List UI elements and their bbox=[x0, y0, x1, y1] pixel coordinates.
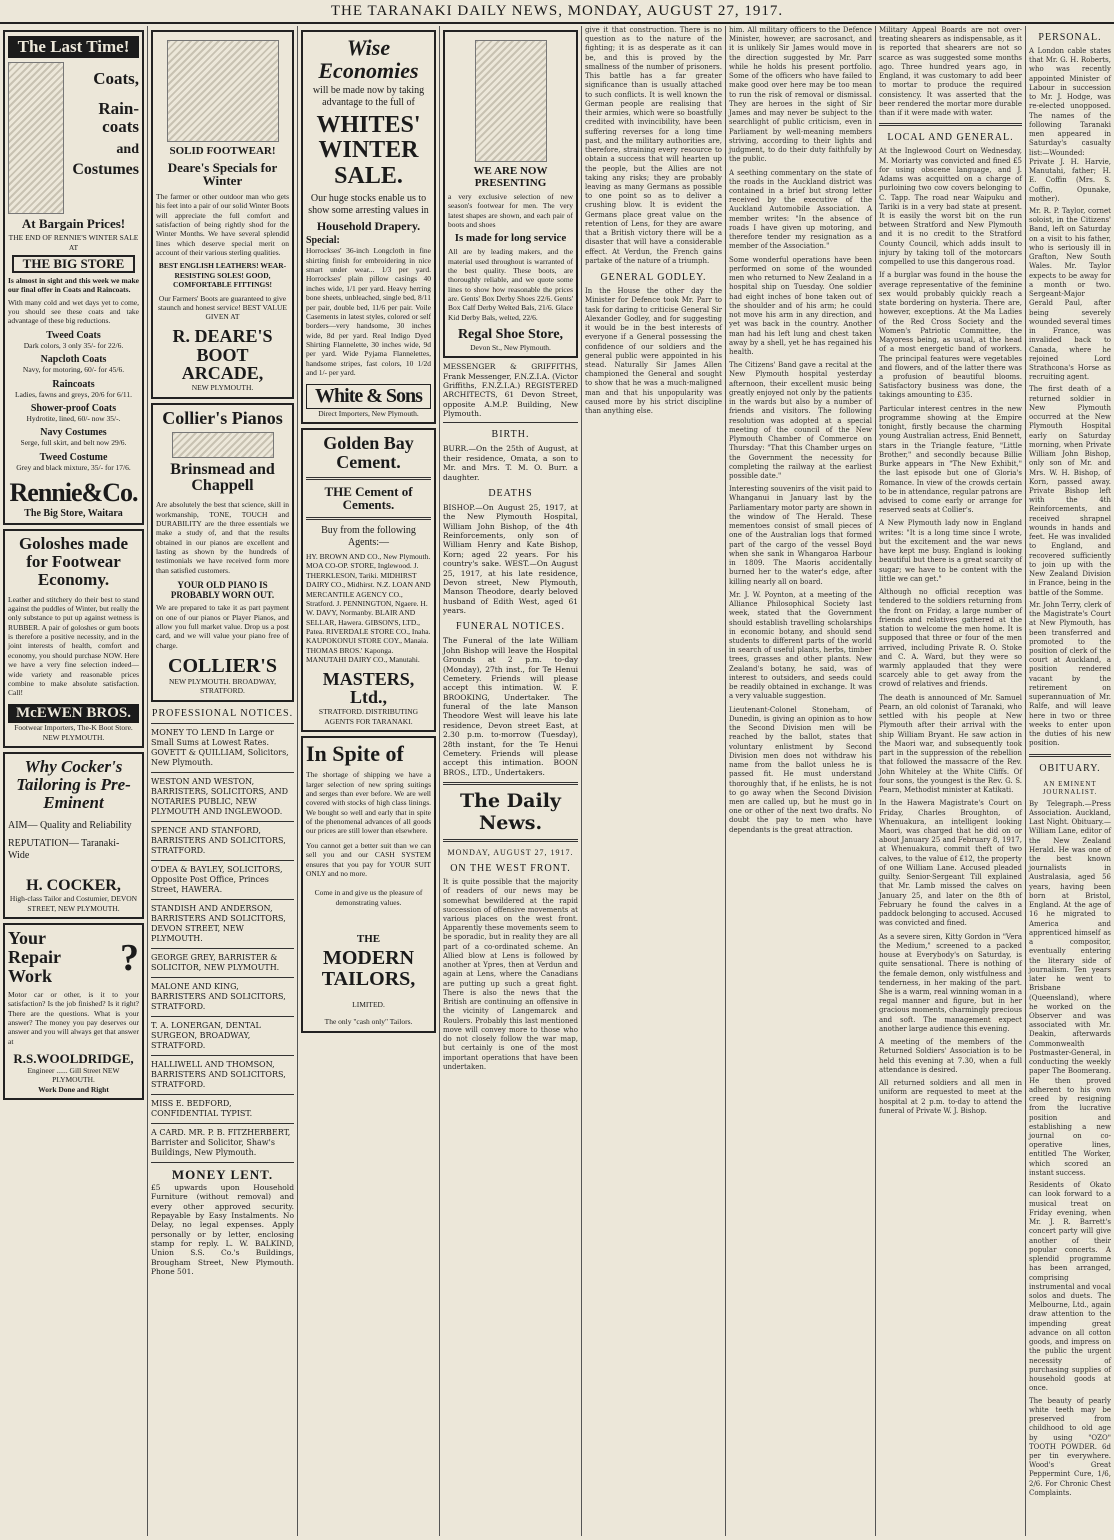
rennie-item: Shower-proof Coats Hydrotite, lined, 60/- now 35/-. bbox=[26, 402, 121, 423]
professional-card: A CARD. MR. P. B. FITZHERBERT, Barrister and Solicitor, Shaw's Buildings, New Plymouth. bbox=[151, 1127, 291, 1157]
cocker-advert bbox=[3, 752, 144, 919]
regal-advert bbox=[443, 30, 578, 358]
whites-advert bbox=[301, 30, 436, 424]
personal-item: Mr. John Terry, clerk of the Magistrate's Court at New Plymouth, has been transferred and promoted to the position of clerk of the court at Auckland, a position rendered vacant by the retirement on superannuation of Mr. Ralfe, and will leave here in two or three weeks to enter upon the duties of his new position. bbox=[1029, 600, 1111, 748]
regal-text2: All are by leading makers, and the material used throughout is warranted of the best quality. These boots, are thoroughly reliable, and we quote some lines to show how reasonable the prices are. Gents' Box Derby Shoes 22/6. Gents' Box Calf Derby Welted Bals, 21/6. Glace Kid Derby Bals, welted, 22/6. bbox=[448, 247, 573, 322]
professional-card: GEORGE GREY, BARRISTER & SOLICITOR, NEW PLYMOUTH. bbox=[151, 952, 280, 972]
cocker-name: H. COCKER, bbox=[26, 876, 121, 894]
rennie-bargain: At Bargain Prices! bbox=[21, 215, 126, 231]
rennie-coats: Coats, bbox=[93, 68, 139, 88]
cocker-aim: AIM— Quality and Reliability bbox=[8, 819, 132, 831]
professional-card: STANDISH AND ANDERSON, BARRISTERS AND SOLICITORS, DEVON STREET, NEW PLYMOUTH. bbox=[151, 903, 286, 943]
rennie-costumes: Costumes bbox=[72, 161, 139, 179]
local-item: As a severe siren, Kitty Gordon in "Vera the Medium," screened to a packed house at Everybody's on Saturday, is quite sensational. There is nothing of the female demon, only wistfulness and tenderness, in her making of the part. She is a warm, real winning woman in a regal manner and figure, but in her gracious moments, charmingly precious and soft. The management expect another large audience this evening. bbox=[879, 932, 1022, 1033]
collier-brands: Brinsmead and Chappell bbox=[170, 460, 275, 495]
whites-sub: will be made now by taking advantage to the full of bbox=[312, 85, 425, 109]
column-7 bbox=[876, 26, 1026, 1536]
local-general-heading: LOCAL AND GENERAL. bbox=[887, 132, 1014, 144]
mcewen-name: McEWEN BROS. bbox=[8, 704, 139, 724]
deaths-notice: BISHOP.—On August 25, 1917, at the New Plymouth Hospital, William John Bishop, of the 4th Reinforcements, only son of William Henry and Kate Bishop, Korn; aged 22 years. For his country's sake. WEST.—On August 25, 1917, at his late residence, Devon street, New Plymouth, Manson Theodore, dearly beloved husband of Edith West, aged 61 years. bbox=[443, 502, 578, 616]
regal-text: a very exclusive selection of new season's footwear for men. The very latest shapes are shown, and each pair of boots and shoes bbox=[448, 192, 573, 230]
birth-heading: BIRTH. bbox=[491, 429, 530, 441]
spite-title: In Spite of bbox=[306, 741, 404, 767]
messenger-card: MESSENGER & GRIFFITHS, Frank Messenger, F.N.Z.I.A. (Victor Griffiths, F.N.Z.I.A.) REGISTERED ARCHITECTS, 61 Devon Street, opposite A.M.P. Building, New Plymouth. bbox=[443, 362, 578, 419]
modern-tailors-name: MODERN TAILORS, bbox=[321, 947, 416, 991]
col6-item: Interesting souvenirs of the visit paid to Whanganui in January last by the Parliamentary motor party are shown in the window of The Herald. These mementoes consist of small pieces of one of the Australian logs that formed part of the cargo of the vessel Boyd when she sank in Whangaroa Harbour in 1809. The Maoris accidentally burned her to the water's edge, after killing nearly all on board. bbox=[729, 485, 872, 586]
west-front-text: It is quite possible that the majority of readers of our news may be somewhat bewildered at the rapid succession of offensive movements at various places on the west front. Apparently these movements seem to be sporadic, but in reality they are all part of a co-ordinated scheme. An Allied blow at Lens is followed by another at Ypres, then at Verdun and again at Lens, where the Canadians are putting up such a great fight. There is also the news that the British are continuing an offensive in the vicinity of Langemarck and Roulers. Probably this last mentioned move will convey more to those who do not closely follow the war map, but certainly is one of the most important operations that have been undertaken. bbox=[443, 878, 578, 1071]
local-item: A meeting of the members of the Returned Soldiers' Association is to be held this evening at 7.30, when a full attendance is desired. bbox=[879, 1038, 1022, 1074]
golden-sub: THE Cement of Cements. bbox=[324, 483, 413, 513]
rennie-raincoats: Rain-coats bbox=[98, 98, 139, 136]
masters-loc: STRATFORD. DISTRIBUTING AGENTS FOR TARANAKI. bbox=[318, 707, 419, 726]
rennie-intro2: With many cold and wet days yet to come, you should see these coats and take advantage of these big reductions. bbox=[8, 297, 139, 326]
spite-text2: You cannot get a better suit than we can sell you and our CASH SYSTEM ensures that you pay for YOUR SUIT ONLY and no more. bbox=[306, 840, 431, 878]
col6-item: The Citizens' Band gave a recital at the New Plymouth hospital yesterday afternoon, their excellent music being greatly enjoyed not only by the patients in the wards but also by a number of friends and visitors. The following resolution was adopted at a special meeting of the council of the New Plymouth Chamber of Commerce on Thursday: "That this Chamber urges on the Government the necessity for completing the railway at the earliest possible date." bbox=[729, 361, 872, 481]
rennie-advert bbox=[3, 30, 144, 525]
spite-the: THE bbox=[356, 933, 381, 946]
rennie-item: Napcloth Coats Navy, for motoring, 60/- for 45/6. bbox=[22, 354, 125, 375]
whites-big: WHITES' WINTER SALE. bbox=[316, 112, 421, 189]
regal-long-service: Is made for long service bbox=[454, 231, 567, 244]
deare-name: R. DEARE'S BOOT ARCADE, bbox=[172, 325, 273, 384]
column-4 bbox=[440, 26, 582, 1536]
mcewen-headline: Goloshes made for Footwear Economy. bbox=[18, 534, 129, 589]
piano-illustration bbox=[172, 432, 274, 458]
column-2 bbox=[148, 26, 298, 1536]
regal-title: WE ARE NOW PRESENTING bbox=[473, 165, 548, 189]
col6-item: A seething commentary on the state of the roads in the Auckland district was contained in a brief but strong letter received by the executive of the Auckland Automobile Association. A member writes: "In the absence of roads I have given up motoring, and therefore tender my resignation as a member of the Association." bbox=[729, 168, 872, 251]
rennie-item-list bbox=[8, 330, 139, 472]
golden-bay-advert bbox=[301, 428, 436, 732]
personal-item: Residents of Okato can look forward to a musical treat on Friday evening, when Mr. J. R. Barrett's concert party will give another of their popular concerts. A splendid programme has been arranged, comprising instrumental and vocal solos and duets. The Melbourne, Ltd., again draw attention to the impending great advance on all cotton goods, and impress on the public the urgent necessity of purchasing supplies of household goods at once. bbox=[1029, 1181, 1111, 1393]
col6-item: Lieutenant-Colonel Stoneham, of Dunedin, is giving an opinion as to how the Second Division men will be reached by the ballot, states that voluntary enlistment by Second Division men does not withdraw his name from the ballot unless he is passed fit. He must understand thoroughly that, if he enlists, he is not to go away when the Second Division men are called up, but he must go in one or other of the next two drafts. No doubt the pay to men who have dependants is the great attraction. bbox=[729, 705, 872, 834]
local-item: Particular interest centres in the new programme showing at the Empire tonight, firstly because the charming young Australian actress, Enid Bennett, stars in the Triangle feature, "Little Brother," and secondly because Billie Burke appears in "The New Exhibit," the last episode but one of Gloria's Romance. In view of the crowds certain to be in attendance, regular patrons are advised to come early or arrange for reserved seats at Collier's. bbox=[879, 404, 1022, 515]
money-lent-title: MONEY LENT. bbox=[171, 1166, 274, 1182]
professional-title: PROFESSIONAL NOTICES. bbox=[151, 707, 294, 719]
regal-name: Regal Shoe Store, bbox=[457, 327, 564, 343]
deare-depot: Our Farmers' Boots are guaranteed to give staunch and honest service! BEST VALUE GIVEN AT bbox=[158, 293, 287, 322]
wooldridge-name: R.S.WOOLDRIDGE, bbox=[13, 1051, 134, 1067]
rennie-headline: The Last Time! bbox=[8, 36, 139, 58]
whites-text: Our huge stocks enable us to show some arresting values in bbox=[308, 192, 429, 216]
rennie-footer: The Big Store, Waitara bbox=[24, 508, 123, 519]
professional-card: MONEY TO LEND In Large or Small Sums at Lowest Rates. GOVETT & QUILLIAM, Solicitors, New Plymouth. bbox=[151, 727, 289, 767]
column-6 bbox=[726, 26, 876, 1536]
whites-list: Horrockses' 36-inch Longcloth in fine shirting finish for embroidering in nice smart under wear... 1/3 per yard. Horrockses' plain pillow casings 40 inches wide, 1/1 per yard. Heavy herring bone sheets, unbleached, single bed, 8/11 per pair, double bed, 11/6 per pair. Voile Casements in latest styles, colored or self borders—very handsome, 30 inches wide, 8d per yard. Real Indigo Dyed Shirting Flannelette, 30 inches wide, 9d per yard. Wide Pyjama Flannelettes, handsome stripes, fast colors, 10 1/2d and 1/- per yard. bbox=[306, 246, 431, 378]
column-5 bbox=[582, 26, 726, 1536]
boot-illustration bbox=[167, 40, 279, 142]
obituary-subheading: AN EMINENT JOURNALIST. bbox=[1042, 779, 1098, 796]
modern-tailors-limited: LIMITED. bbox=[352, 1000, 385, 1010]
deare-advert bbox=[151, 30, 294, 399]
wooldridge-foot: Work Done and Right bbox=[38, 1084, 109, 1094]
masters-name: MASTERS, Ltd., bbox=[322, 668, 415, 708]
lady-boot-illustration bbox=[475, 40, 547, 162]
money-lent-text: £5 upwards upon Household Furniture (without removal) and every other approved security. Repayable by Easy Instalments. No Delay, no legal expenses. Apply personally or by letter, enclosing stamp for reply. L. W. BALKIND, Union S.S. Co.'s Buildings, Brougham Street, New Plymouth. Phone 501. bbox=[151, 1182, 294, 1277]
obituary-heading: OBITUARY. bbox=[1039, 762, 1101, 774]
lady-in-coat-illustration bbox=[8, 62, 64, 214]
whites-special: Special: bbox=[306, 235, 340, 247]
collier-advert bbox=[151, 403, 294, 702]
godley-continued: him. All military officers to the Defence Minister, however, are sacrosanct, and it is unlikely Sir James would move in the direction suggested by Mr. Parr while he holds his present portfolio. Some of the officers who have failed to make good over here may be too mean to run the risk of removal or dismissal. They are heroes in the sight of Sir James and may never be subject to the searchlight of public criticism, even in Parliament by well-meaning members striving, according to their lights and judgment, to do their duty faithfully by the public. bbox=[729, 26, 872, 164]
collier-text2: We are prepared to take it as part payment on one of our pianos or Player Pianos, and allow you full market value. Drop us a post card, and we will value your piano free of charge. bbox=[156, 603, 289, 650]
cocker-sub: High-class Tailor and Costumier, DEVON STREET, NEW PLYMOUTH. bbox=[9, 894, 138, 913]
rennie-item: Raincoats Ladies, fawns and greys, 20/6 for 6/11. bbox=[15, 378, 132, 399]
local-item: A New Plymouth lady now in England writes: "It is a long time since I wrote, but the excitement and the war news have kept me busy. England is looking beautiful but there is a great scarcity of sugar; we have to be content with the little we can get." bbox=[879, 519, 1022, 583]
local-item: Although no official reception was tendered to the soldiers returning from the front on Friday, a large number of friends and relatives gathered at the station to welcome the men home. It is supposed that three or four of the men arrived, including Private R. O. Stoke and C. A. Ward, but they were so warmly applauded that they were scarcely able to get away from the crowd of relatives and friends. bbox=[879, 588, 1022, 689]
spite-come: Come in and give us the pleasure of demonstrating values. bbox=[314, 888, 423, 907]
wooldridge-text: Motor car or other, is it to your satisfaction? Is the job finished? Is it right? There are the questions. What is your answer? The money you pay deserves our answer and you will always get that answer at bbox=[8, 989, 139, 1046]
modern-tailors-foot: The only "cash only" Tailors. bbox=[324, 1017, 413, 1027]
funeral-heading: FUNERAL NOTICES. bbox=[456, 621, 565, 633]
local-item: If a burglar was found in the house the average representative of the feminine sex would probably quickly reach a state bordering on hysteria. There are, however, exceptions. At the Ma Ladies of the Red Cross Society and the Women's Patriotic Committee, the Mayoress being, as usual, at the head of a most energetic band of workers. The principal features were vegetables and flowers, and of the latter there was a profusion of beautiful blooms. Satisfactory business was done, the takings amounting to £35. bbox=[879, 271, 1022, 400]
golden-buy: Buy from the following Agents:— bbox=[321, 525, 416, 549]
whites-loc: Direct Importers, New Plymouth. bbox=[318, 408, 419, 418]
collier-name: COLLIER'S bbox=[168, 655, 277, 678]
question-mark-icon: ? bbox=[120, 936, 139, 979]
column-8 bbox=[1026, 26, 1114, 1536]
deare-loc: NEW PLYMOUTH. bbox=[191, 383, 254, 393]
deare-text: The farmer or other outdoor man who gets his feet into a pair of our solid Winter Boots will appreciate the full comfort and satisfaction of being rightly shod for the Winter Months. We have several splendid lines which deserve special merit on account of their various sterling qualities. bbox=[156, 191, 289, 258]
paper-name: The Daily News. bbox=[460, 790, 561, 835]
collier-old-piano: YOUR OLD PIANO IS PROBABLY WORN OUT. bbox=[170, 580, 275, 601]
professional-card: MISS E. BEDFORD, CONFIDENTIAL TYPIST. bbox=[151, 1098, 253, 1118]
west-front-heading: ON THE WEST FRONT. bbox=[450, 863, 571, 875]
professional-card: WESTON AND WESTON, BARRISTERS, SOLICITORS, AND NOTARIES PUBLIC, NEW PLYMOUTH AND INGLEWOOD. bbox=[151, 776, 289, 816]
mcewen-text: Leather and stitchery do their best to stand against the puddles of Winter, but really the only substance to put up against wetness is RUBBER. A pair of goloshes or gum boots is therefore a positive necessity, and in the joint interests of health, comfort and economy, you should purchase NOW. Here we have a very fine selection indeed—wide variety and reasonable prices combine to make absolute satisfaction. Call! bbox=[8, 594, 139, 698]
column-1 bbox=[0, 26, 148, 1536]
professional-card: MALONE AND KING, BARRISTERS AND SOLICITORS, STRATFORD. bbox=[151, 981, 286, 1011]
deaths-heading: DEATHS bbox=[488, 487, 533, 499]
wooldridge-sub: Engineer ...... Gill Street NEW PLYMOUTH. bbox=[27, 1065, 120, 1085]
personal-item: Mr. R. P. Taylor, cornet soloist, in the Citizens' Band, left on Saturday on a visit to his father, who is seriously ill in Grafton, New South Wales. Mr. Taylor expects to be away for a month or two. Sergeant-Major Gerald Paul, after being severely wounded several times in France, was invalided back to Canada, where he rejoined Lord Strathcona's Horse as recruiting agent. bbox=[1029, 206, 1111, 382]
rennie-item: Tweed Costume Grey and black mixture, 35/- for 17/6. bbox=[16, 451, 131, 472]
mcewen-advert bbox=[3, 529, 144, 748]
birth-notice: BURR.—On the 25th of August, at their residence, Omata, a son to Mr. and Mrs. T. M. O. Burr. a daughter. bbox=[443, 444, 578, 482]
west-front-continued: give it that construction. There is no question as to the nature of the fighting; it is as desperate as it can be, and this is proved by the smallness of the number of prisoners. This battle has a far greater significance than is usually attached to such conflicts. It is well known the German people are realising that their armies, which were so boastfully credited with invincibility, have been suffering reverses for a long time past, and the military authorities are, therefore, straining every resource to obtain a success that will hearten up the people, but the Allies are not taking any risks; they are probably leaving as many Germans as possible to one point so as to deliver a crushing blow. It is evident the Germans place great value on the retention of Lens, for they are aware that a British victory there will be a disaster that will have a considerable effect. At Verdun, the French gains partake of the nature of a triumph. bbox=[585, 26, 722, 265]
local-item: The death is announced of Mr. Samuel Pearn, an old colonist of Taranaki, who settled with his people at New Plymouth after their arrival with the ship William Bryant. He saw action in the Maori war, and subsequently took part in the suppression of the rebellion that followed the massacre of the Rev. John Whiteley at the White Cliffs. Of four sons, the youngest is the Rev. G. S. Pearn, Methodist minister at Katikati. bbox=[879, 693, 1022, 795]
whites-title: Wise Economies bbox=[318, 35, 419, 84]
whites-logo: White & Sons bbox=[306, 384, 431, 409]
obituary-text: By Telegraph.—Press Association. Auckland, Last Night. Obituary.—William Lane, editor of the New Zealand Herald. He was one of the best known journalists in Australasia, aged 56 years, having been born at Bristol, England. At the age of 16 he migrated to America and apprenticed himself as a compositor, eventually entering the literary side of journalism. Ten years later he went to Brisbane (Queensland), where he worked on the Observer and was associated with Mr. Deakin, afterwards Commonwealth Postmaster-General, in conducting the weekly paper The Boomerang. He then proved adherent to his own creed by resigning from the lucrative position and establishing a new journal on co-operative lines, entitled The Worker, which scored an instant success. bbox=[1029, 799, 1111, 1177]
collier-loc: NEW PLYMOUTH. BROADWAY, STRATFORD. bbox=[168, 677, 277, 696]
col6-item: Mr. J. W. Poynton, at a meeting of the Alliance Philosophical Society last week, stated that the Government should establish travelling scholarships in economic botany, and should send students to different parts of the world in search of useful plants, herbs, timber trees, grasses and other plants. New Zealand's botany, he said, was of interest to outsiders, and seeds could be readily obtained in exchange. It was a very valuable suggestion. bbox=[729, 590, 872, 701]
cocker-reputation: REPUTATION— Taranaki-Wide bbox=[8, 837, 120, 861]
spite-text: The shortage of shipping we have a larger selection of new spring suitings and serges than ever before. We are well covered with stocks of high class linings. We bought so well and early that in spite of the phenomenal advances of all goods our prices are still lower than elsewhere. bbox=[306, 770, 431, 836]
editorial-date: MONDAY, AUGUST 27, 1917. bbox=[447, 848, 574, 858]
deare-title: SOLID FOOTWEAR! bbox=[169, 145, 276, 157]
local-item: In the Hawera Magistrate's Court on Friday, Charles Broughton, of Whenuakura, an intelligent looking Maori, was charged that he did on or about January 25 and February 8, 1917, at Whenuakura, commit theft of two calves, to the value of £12, the property of one William Lane. Accused pleaded guilty. Senior-Sergeant Till explained that Mr. Lamb missed the calves on January 25, and later on the 8th of February he found the calves in a paddock belonging to accused. Accused was convicted and fined. bbox=[879, 799, 1022, 928]
godley-heading: GENERAL GODLEY. bbox=[600, 272, 707, 284]
professional-card: HALLIWELL AND THOMSON, BARRISTERS AND SOLICITORS, STRATFORD. bbox=[151, 1059, 286, 1089]
deare-sub: Deare's Specials for Winter bbox=[167, 159, 278, 189]
funeral-notice: The Funeral of the late William John Bishop will leave the Hospital Grounds at 2 p.m. to-day (Monday), 27th inst., for Te Henui Cemetery. Friends will please accept this intimation. W. F. BROOKING, Undertaker. The funeral of the late Manson Theodore West will leave his late residence, Devon street East, at 2.30 p.m. to-morrow (Tuesday), 28th instant, for the Te Henui Cemetery. Friends will please accept this intimation. BOON BROS., LTD., Undertakers. bbox=[443, 636, 578, 777]
rennie-item: Tweed Coats Dark colors, 3 only 35/- for 22/6. bbox=[23, 329, 124, 350]
deare-bullets: BEST ENGLISH LEATHERS! WEAR-RESISTING SOLES! GOOD, COMFORTABLE FITTINGS! bbox=[158, 261, 287, 290]
personal-item: The first death of a returned soldier in New Plymouth occurred at the New Plymouth Hospital early on Saturday morning, when Private William John Bishop, only son of Mr. and Mrs. W. H. Bishop, of Korn, passed away. Private Bishop left with the 4th Reinforcements, and received shrapnel wounds in hands and feet. He was invalided to England, and recovered sufficiently to join up with the New Zealand Division in France, being in the battle of the Somme. bbox=[1029, 385, 1111, 597]
professional-card: O'DEA & BAYLEY, SOLICITORS, Opposite Post Office, Princes Street, HAWERA. bbox=[151, 864, 283, 894]
professional-card: T. A. LONERGAN, DENTAL SURGEON, BROADWAY, STRATFORD. bbox=[151, 1020, 261, 1050]
masthead bbox=[0, 0, 1114, 24]
modern-tailors-advert bbox=[301, 736, 436, 1033]
golden-title: Golden Bay Cement. bbox=[323, 432, 414, 472]
cocker-headline: Why Cocker's Tailoring is Pre-Eminent bbox=[16, 757, 131, 812]
collier-text: Are absolutely the best that science, skill in workmanship, TONE, TOUCH and DURABILITY are the three essentials we make a study of, and that the results obtained in our pianos are excellent and lasting as shown by the hundreds of testimonials we have received form more than satisfied customers. bbox=[156, 500, 289, 575]
col6-item: Some wonderful operations have been performed on some of the wounded men who returned to New Zealand in a hospital ship on Tuesday. One soldier had eight inches of bone taken out of the shoulder and of his arm; he could not move his arm in any direction, and yet was back in the country. Another man had his left lung and chest taken away by a shell, yet he has regained his health. bbox=[729, 255, 872, 356]
rennie-sale: THE END OF RENNIE'S WINTER SALE AT bbox=[8, 233, 139, 252]
rennie-intro: Is almost in sight and this week we make our final offer in Coats and Raincoats. bbox=[8, 275, 139, 295]
rennie-logo: Rennie&Co. bbox=[9, 478, 138, 507]
whites-dept: Household Drapery. bbox=[316, 218, 421, 233]
masthead-title: THE TARANAKI DAILY NEWS, MONDAY, AUGUST 27, 1917. bbox=[330, 3, 784, 19]
rennie-item: Navy Costumes Serge, full skirt, and belt now 29/6. bbox=[20, 427, 127, 448]
regal-loc: Devon St., New Plymouth. bbox=[470, 342, 551, 352]
professional-card: SPENCE AND STANFORD, BARRISTERS AND SOLICITORS, STRATFORD. bbox=[151, 825, 286, 855]
rennie-big-store: THE BIG STORE bbox=[12, 255, 135, 273]
mcewen-sub: Footwear Importers, The-K Boot Store. NEW PLYMOUTH. bbox=[14, 723, 133, 742]
rennie-and: and bbox=[116, 142, 139, 158]
personal-heading: PERSONAL. bbox=[1038, 32, 1102, 43]
personal-item: A London cable states that Mr. G. H. Roberts, who was recently appointed Minister of Labour in succession to Mr. J. Hodge, was re-elected unopposed. The names of the following Taranaki men appeared in Saturday's casualty list:—Wounded: Private J. H. Harvie, Manutahi, father; H. E. Coffin (Mrs. S. Coffin, Opunake, mother). bbox=[1029, 47, 1111, 203]
column-3 bbox=[298, 26, 440, 1536]
local-intro: Military Appeal Boards are not over-treating shearers as indispensable, as it is reported that shearers are not so scarce as was suggested some months ago. Three hundred years ago, in England, it was customary to add beer to mortar to produce the required consistency. It was asserted that the beer rendered the mortar more durable than if it were made with water. bbox=[879, 26, 1022, 118]
wooldridge-advert bbox=[3, 923, 144, 1100]
godley-text: In the House the other day the Minister for Defence took Mr. Parr to task for daring to criticise General Sir Alexander Godley, and for suggesting it would be in the best interests of everyone if a General possessing the confidence of our soldiers and the general public were appointed in his stead. Naturally Sir James Allen championed the General and sought to show that he was a much-maligned man and that his unpopularity was caused more by his strict discipline than anything else. bbox=[585, 287, 722, 416]
professional-notices bbox=[151, 708, 294, 1277]
local-item: All returned soldiers and all men in uniform are requested to meet at the hospital at 2 p.m. to-day to attend the funeral of Private W. J. Bishop. bbox=[879, 1079, 1022, 1115]
local-item: At the Inglewood Court on Wednesday, M. Moriarty was convicted and fined £5 for using obscene language, and J. Adams was acquitted on a charge of purloining two cow covers belonging to C. Tapp. The road near Waipuku and Tariki is in a very bad state at present. It is easily the worst bit on the run between Stratford and New Plymouth and it is no credit to the Stratford County Council, which adds insult to injury by taking toll of the motorcars compelled to use this dangerous road. bbox=[879, 147, 1022, 267]
collier-title: Collier's Pianos bbox=[162, 407, 283, 428]
personal-item: The beauty of pearly white teeth may be preserved from childhood to old age by using "OZO" TOOTH POWDER. 6d per tin everywhere. Wood's Great Peppermint Cure, 1/6, 2/6. For Chronic Chest Complaints. bbox=[1029, 1396, 1111, 1497]
wooldridge-headline: Your Repair Work bbox=[8, 928, 61, 987]
golden-agents: HY. BROWN AND CO., New Plymouth. MOA CO-OP. STORE, Inglewood. J. THERKLESON, Tariki. MIDHIRST DAIRY CO., Midhirst. N.Z. LOAN AND MERCANTILE AGENCY CO., Stratford. J. PENNINGTON, Ngaere. H. W. DAVY, Normanby. BLAIR AND SELLAR, Hawera. GIBSON'S, LTD., Patea. RIVERDALE STORE CO., Inaha. KAUPOKONUI STORE COY., Manaia. THOMAS BROS.' Kaponga. MANUTAHI DAIRY CO., Manutahi. bbox=[306, 552, 431, 665]
